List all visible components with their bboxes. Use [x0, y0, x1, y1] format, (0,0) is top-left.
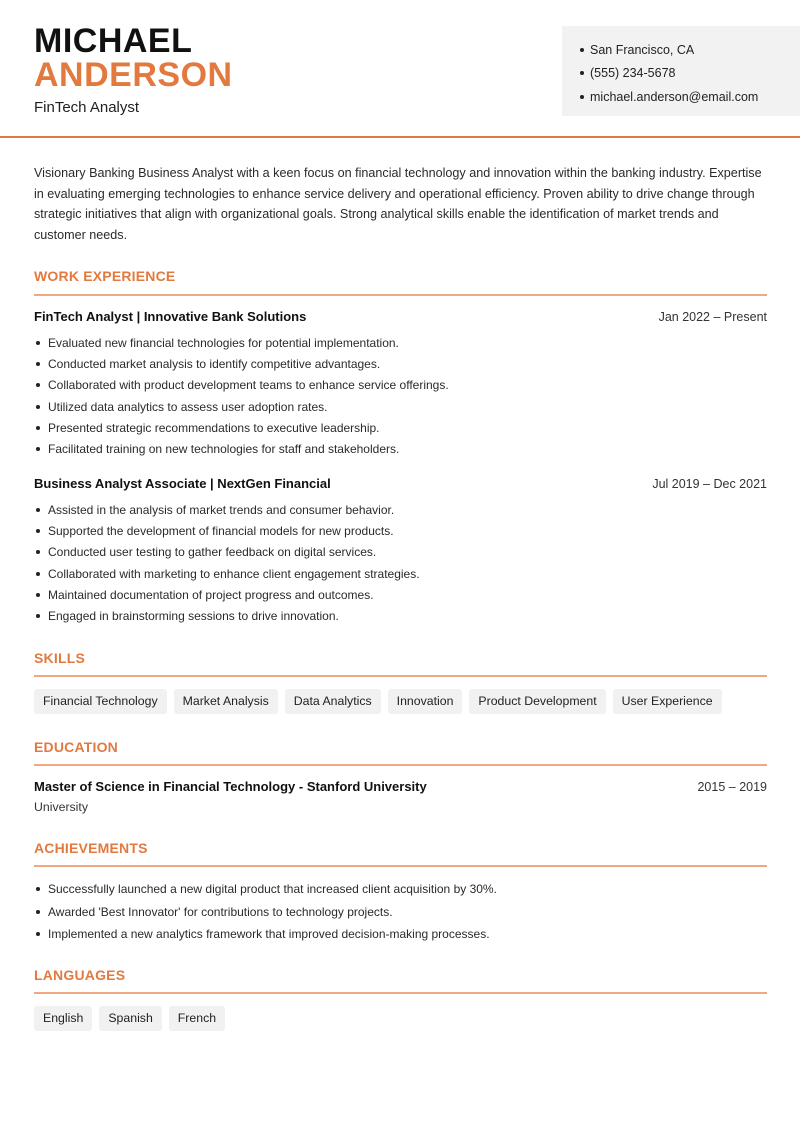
language-chip: Spanish: [99, 1006, 161, 1031]
contact-location: [580, 38, 800, 62]
last-name: ANDERSON: [34, 56, 233, 94]
bullet-icon: [36, 614, 40, 618]
list-item: [34, 923, 767, 946]
contact-email[interactable]: [580, 85, 800, 109]
bullet-icon: [36, 405, 40, 409]
job-title: FinTech Analyst: [34, 99, 140, 116]
email-link[interactable]: michael.anderson@email.com: [590, 89, 759, 104]
list-item: [34, 563, 767, 584]
bullet-icon: [36, 550, 40, 554]
first-name: MICHAEL: [34, 22, 193, 60]
job-header: [34, 476, 767, 491]
bullet-icon: [580, 95, 584, 99]
bullet-icon: [36, 362, 40, 366]
bullet-text: Evaluated new financial technologies for potential implementation.: [48, 335, 399, 350]
achievements-list: [34, 878, 767, 946]
bullet-icon: [36, 910, 40, 914]
bullet-text: Awarded 'Best Innovator' for contributions to technology projects.: [48, 904, 393, 919]
job-role: Business Analyst Associate | NextGen Financial: [34, 476, 331, 491]
list-item: [34, 332, 767, 353]
summary-paragraph: Visionary Banking Business Analyst with a keen focus on financial technology and innovation within the banking industry. Expertise in evaluating emerging technologies to enhance service delivery and operational efficiency. Proven ability to drive change through strategic initiatives that align with organizational goals. Strong analytical skills enable the identification of market trends and customer needs.: [34, 166, 762, 243]
list-item: [34, 520, 767, 541]
bullet-icon: [36, 932, 40, 936]
bullet-text: Facilitated training on new technologies for staff and stakeholders.: [48, 442, 400, 457]
job-dates: Jul 2019 – Dec 2021: [652, 477, 767, 491]
section-divider: [34, 764, 767, 766]
bullet-text: Engaged in brainstorming sessions to drive innovation.: [48, 609, 339, 624]
bullet-text: Implemented a new analytics framework that improved decision-making processes.: [48, 927, 490, 942]
job-bullet-list: [34, 332, 767, 460]
list-item: [34, 584, 767, 605]
list-item: [34, 353, 767, 374]
skill-chip: User Experience: [613, 689, 722, 714]
bullet-text: Collaborated with product development teams to enhance service offerings.: [48, 378, 449, 393]
bullet-icon: [36, 383, 40, 387]
languages-list: [34, 1006, 225, 1031]
bullet-icon: [36, 529, 40, 533]
bullet-icon: [36, 887, 40, 891]
list-item: [34, 499, 767, 520]
skills-list: [34, 689, 722, 714]
location-text: San Francisco, CA: [590, 42, 695, 57]
contact-box: [562, 26, 800, 116]
bullet-text: Supported the development of financial models for new products.: [48, 523, 394, 538]
list-item: [34, 375, 767, 396]
bullet-text: Successfully launched a new digital product that increased client acquisition by 30%.: [48, 882, 497, 897]
section-divider: [34, 865, 767, 867]
bullet-text: Maintained documentation of project progress and outcomes.: [48, 587, 374, 602]
section-title-languages: LANGUAGES: [34, 967, 126, 983]
job-header: [34, 309, 767, 324]
bullet-text: Presented strategic recommendations to executive leadership.: [48, 420, 380, 435]
skill-chip: Financial Technology: [34, 689, 167, 714]
section-title-experience: WORK EXPERIENCE: [34, 268, 176, 284]
section-title-education: EDUCATION: [34, 739, 118, 755]
bullet-text: Utilized data analytics to assess user adoption rates.: [48, 399, 328, 414]
section-title-skills: SKILLS: [34, 650, 85, 666]
skill-chip: Product Development: [469, 689, 605, 714]
list-item: [34, 417, 767, 438]
list-item: [34, 901, 767, 924]
job-role: FinTech Analyst | Innovative Bank Solutions: [34, 309, 307, 324]
list-item: [34, 438, 767, 459]
bullet-icon: [580, 71, 584, 75]
bullet-icon: [36, 572, 40, 576]
institution: University: [34, 800, 88, 814]
bullet-icon: [36, 341, 40, 345]
phone-text: (555) 234-5678: [590, 66, 676, 81]
section-title-achievements: ACHIEVEMENTS: [34, 840, 148, 856]
section-divider: [34, 294, 767, 296]
resume-header: [0, 0, 800, 138]
job-dates: Jan 2022 – Present: [658, 310, 767, 324]
bullet-icon: [580, 48, 584, 52]
section-divider: [34, 675, 767, 677]
skill-chip: Market Analysis: [174, 689, 278, 714]
bullet-text: Collaborated with marketing to enhance client engagement strategies.: [48, 566, 420, 581]
bullet-icon: [36, 593, 40, 597]
bullet-icon: [36, 508, 40, 512]
list-item: [34, 396, 767, 417]
bullet-icon: [36, 447, 40, 451]
education-header: [34, 779, 767, 794]
list-item: [34, 878, 767, 901]
section-divider: [34, 992, 767, 994]
contact-phone: [580, 62, 800, 86]
bullet-text: Assisted in the analysis of market trends and consumer behavior.: [48, 502, 395, 517]
bullet-text: Conducted user testing to gather feedback on digital services.: [48, 545, 377, 560]
skill-chip: Innovation: [388, 689, 463, 714]
degree: Master of Science in Financial Technology - Stanford University: [34, 779, 427, 794]
language-chip: English: [34, 1006, 92, 1031]
bullet-text: Conducted market analysis to identify competitive advantages.: [48, 356, 381, 371]
list-item: [34, 605, 767, 626]
list-item: [34, 542, 767, 563]
education-dates: 2015 – 2019: [697, 780, 767, 794]
skill-chip: Data Analytics: [285, 689, 381, 714]
language-chip: French: [169, 1006, 225, 1031]
bullet-icon: [36, 426, 40, 430]
job-bullet-list: [34, 499, 767, 627]
